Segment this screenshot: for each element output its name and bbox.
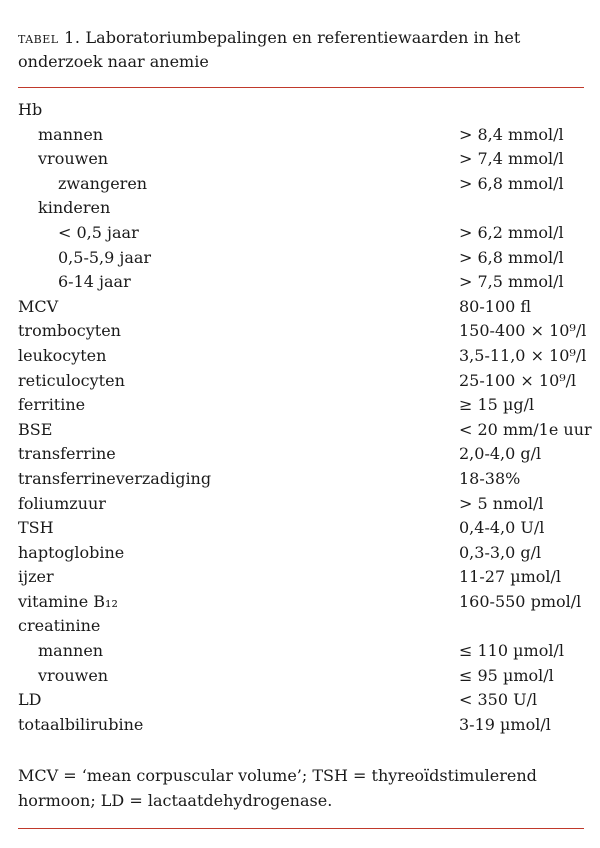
table-title: Laboratoriumbepalingen en referentiewaarden in het onderzoek naar anemie <box>18 28 521 71</box>
row-value: < 350 U/l <box>459 690 538 710</box>
row-value: > 7,4 mmol/l <box>459 149 564 169</box>
row-value: 18-38% <box>459 468 521 488</box>
row-value: 25-100 × 10⁹/l <box>459 370 577 390</box>
table-row <box>18 614 584 639</box>
top-divider <box>18 87 584 88</box>
row-value: 80-100 fl <box>459 296 532 316</box>
row-value: > 6,2 mmol/l <box>459 222 564 242</box>
table-row <box>18 172 584 197</box>
row-name: ferritine <box>18 395 86 415</box>
table-row <box>18 467 584 492</box>
row-name: 6-14 jaar <box>58 272 131 292</box>
row-name: reticulocyten <box>18 370 125 390</box>
table-row <box>18 516 584 541</box>
row-value: 2,0-4,0 g/l <box>459 444 542 464</box>
table-label: tabel 1. <box>18 28 81 47</box>
row-name: kinderen <box>38 198 111 218</box>
row-name: creatinine <box>18 616 101 636</box>
table-row <box>18 319 587 344</box>
table-row <box>18 246 584 271</box>
table-row <box>18 221 584 246</box>
table-row <box>18 442 584 467</box>
row-value: ≤ 95 µmol/l <box>459 665 554 685</box>
row-name: vitamine B₁₂ <box>18 591 118 611</box>
row-name: ijzer <box>18 567 54 587</box>
row-name: vrouwen <box>38 665 109 685</box>
row-name: leukocyten <box>18 345 107 365</box>
row-name: LD <box>18 690 42 710</box>
row-name: mannen <box>38 641 104 661</box>
row-name: < 0,5 jaar <box>58 222 139 242</box>
row-value: ≤ 110 µmol/l <box>459 641 564 661</box>
row-name: Hb <box>18 100 43 119</box>
table-row <box>18 344 587 369</box>
bottom-divider <box>18 828 584 829</box>
row-name: vrouwen <box>38 149 109 169</box>
row-name: TSH <box>18 518 54 538</box>
row-name: trombocyten <box>18 321 121 341</box>
row-name: transferrine <box>18 444 116 464</box>
table-row <box>18 590 584 615</box>
row-value: 0,3-3,0 g/l <box>459 542 542 562</box>
row-value: 3,5-11,0 × 10⁹/l <box>459 345 587 365</box>
table-row <box>18 98 584 123</box>
row-name: mannen <box>38 124 104 144</box>
table-row <box>18 639 584 664</box>
table-row <box>18 664 584 689</box>
table-row <box>18 196 584 221</box>
row-value: 3-19 µmol/l <box>459 714 551 734</box>
table-row <box>18 369 584 394</box>
table-caption <box>18 26 584 74</box>
table-footnote: MCV = ‘mean corpuscular volume’; TSH = thyreoïdstimulerend hormoon; LD = lactaatdehydrogenase. <box>18 766 537 810</box>
table-row <box>18 688 584 713</box>
row-name: transferrineverzadiging <box>18 468 212 488</box>
table-row <box>18 565 584 590</box>
table-row <box>18 393 584 418</box>
row-name: 0,5-5,9 jaar <box>58 247 152 267</box>
row-value: > 5 nmol/l <box>459 493 544 513</box>
table-row <box>18 418 592 443</box>
table-row <box>18 295 584 320</box>
row-name: BSE <box>18 419 53 439</box>
row-value: > 6,8 mmol/l <box>459 247 564 267</box>
row-value: ≥ 15 µg/l <box>459 395 535 415</box>
row-value: > 7,5 mmol/l <box>459 272 564 292</box>
table-row <box>18 270 584 295</box>
row-name: foliumzuur <box>18 493 106 513</box>
row-value: < 20 mm/1e uur <box>459 419 592 439</box>
row-value: 11-27 µmol/l <box>459 567 562 587</box>
row-name: zwangeren <box>58 173 148 193</box>
row-value: > 6,8 mmol/l <box>459 173 564 193</box>
row-value: 150-400 × 10⁹/l <box>459 321 587 341</box>
table-row <box>18 123 584 148</box>
table-row <box>18 147 584 172</box>
row-name: MCV <box>18 296 59 316</box>
row-value: > 8,4 mmol/l <box>459 124 564 144</box>
row-name: haptoglobine <box>18 542 125 562</box>
table-row <box>18 713 584 738</box>
table-row <box>18 541 584 566</box>
reference-table <box>18 98 592 737</box>
row-value: 0,4-4,0 U/l <box>459 518 545 538</box>
table-row <box>18 492 584 517</box>
row-name: totaalbilirubine <box>18 714 144 734</box>
row-value: 160-550 pmol/l <box>459 591 582 611</box>
